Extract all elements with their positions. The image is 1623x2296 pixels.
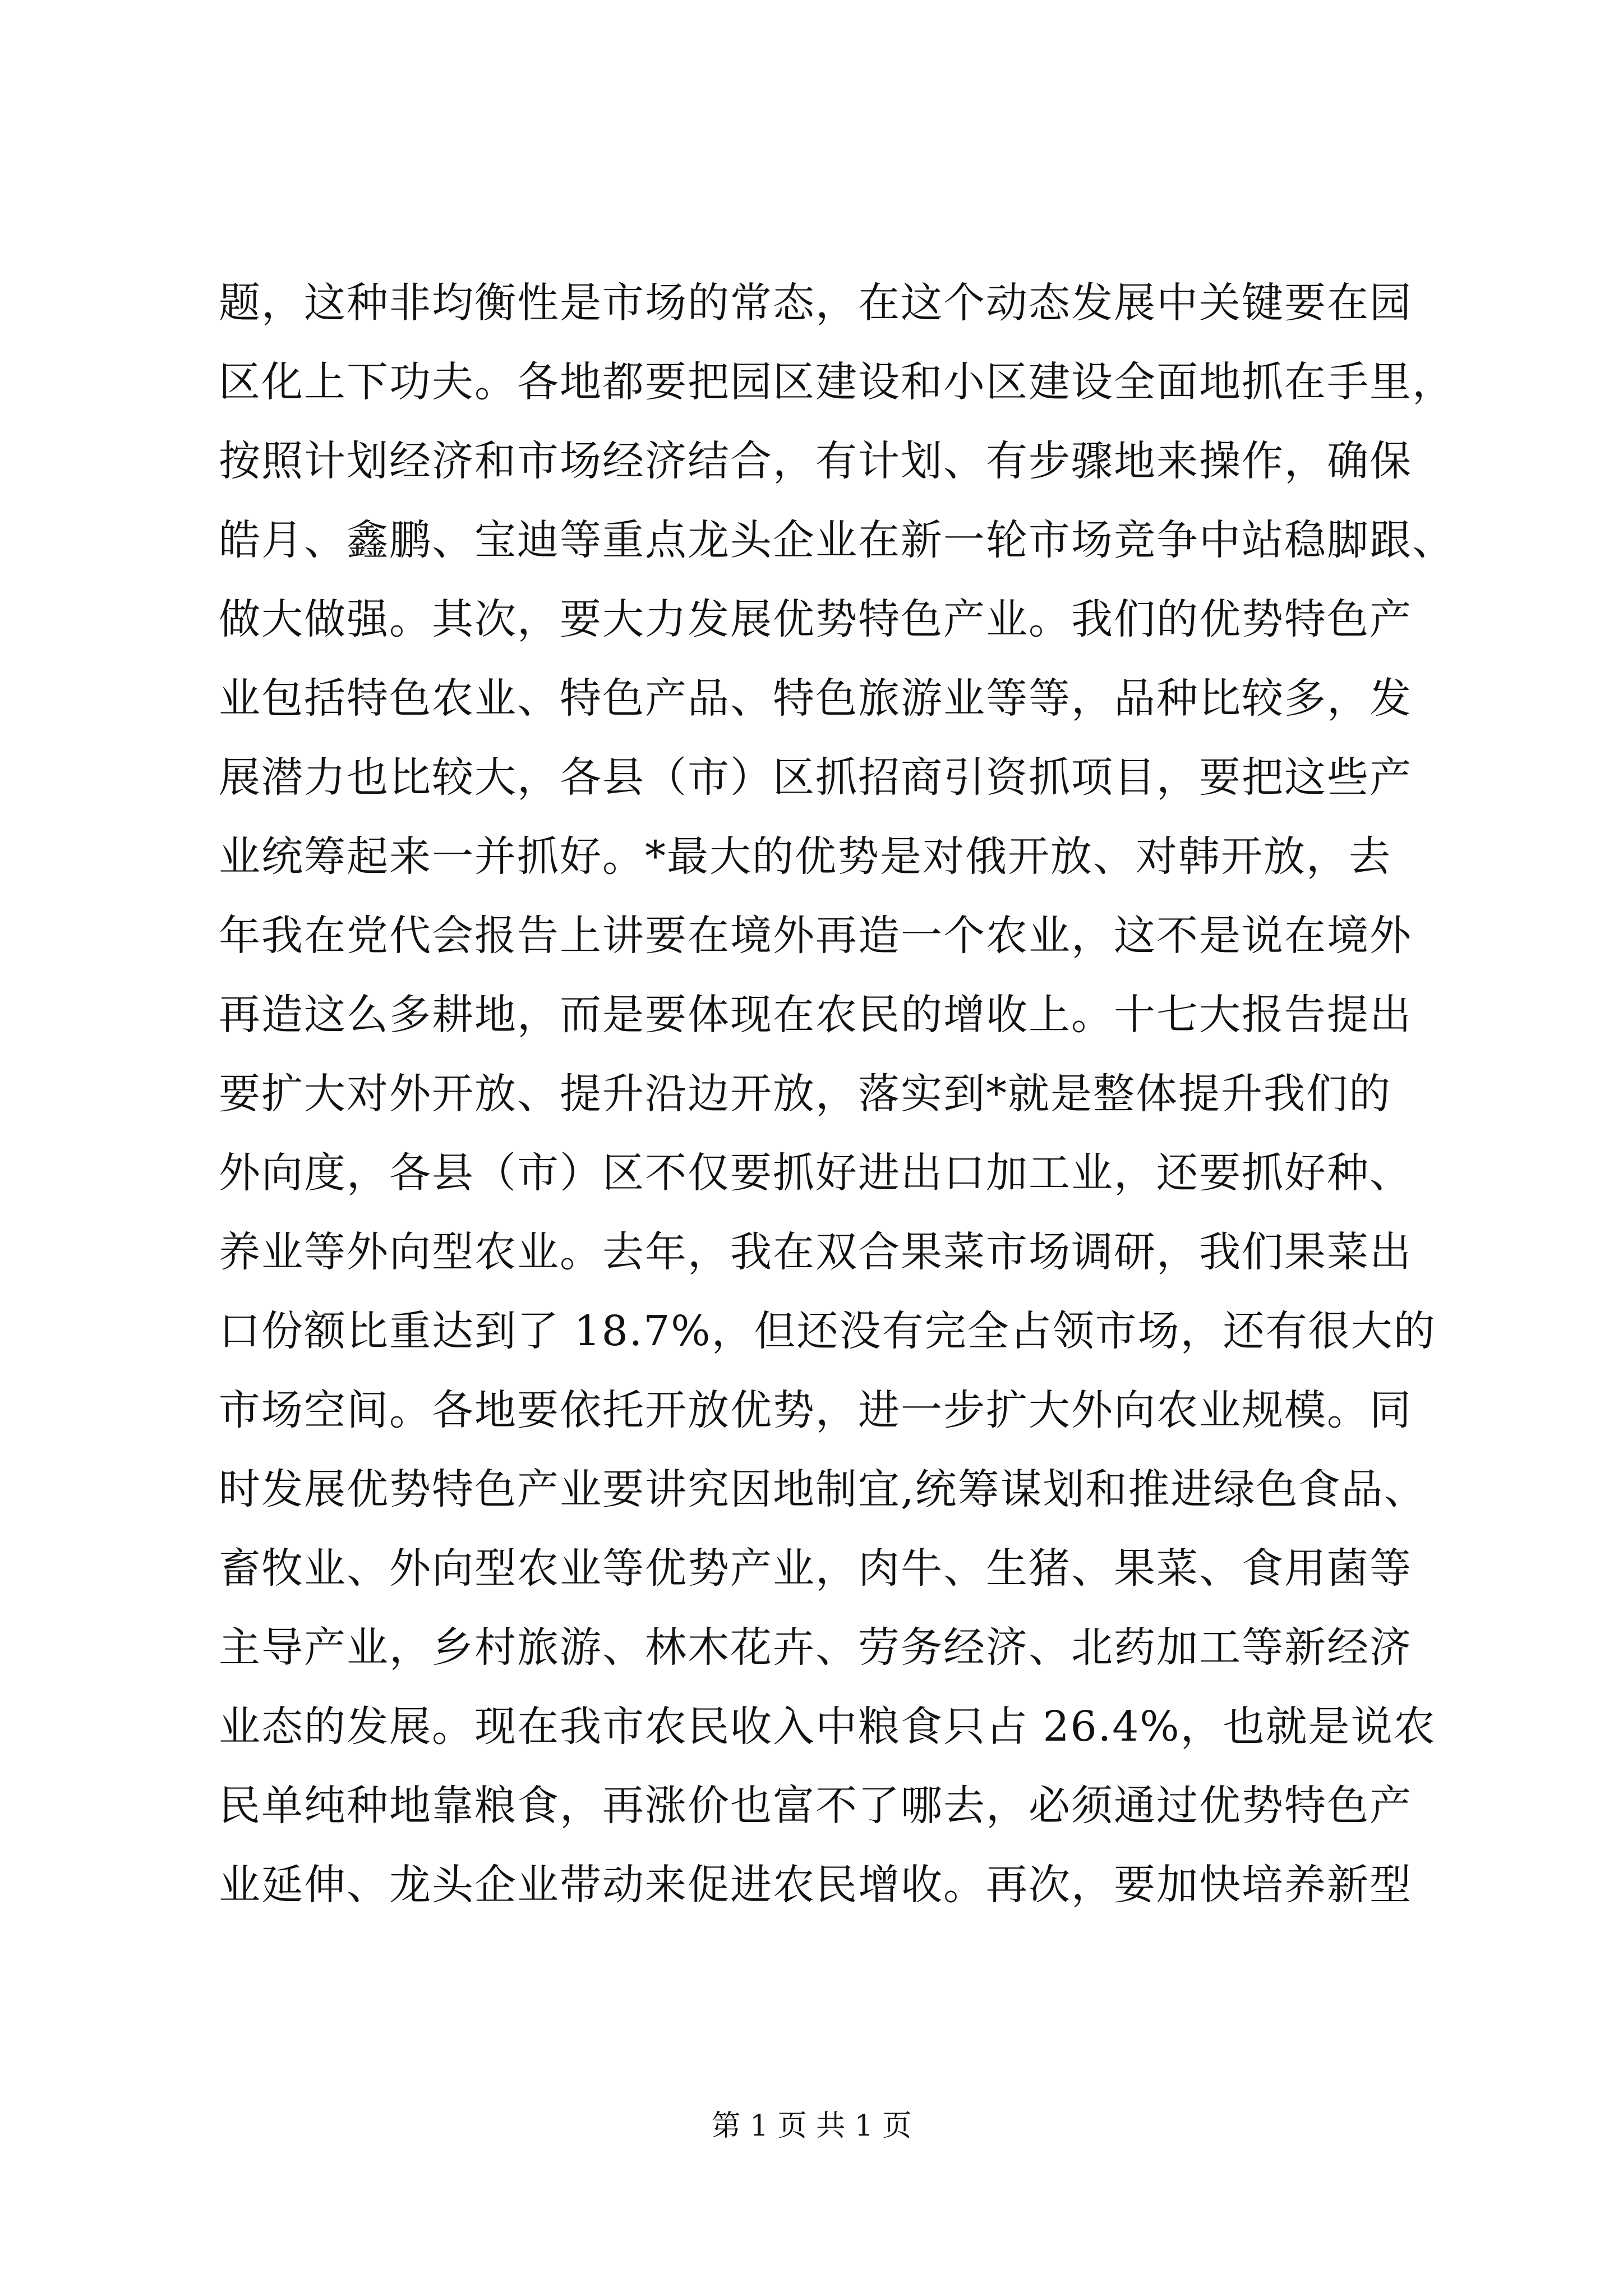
text-line: 业统筹起来一并抓好。*最大的优势是对俄开放、对韩开放，去 — [219, 832, 1391, 881]
text-line: 再造这么多耕地，而是要体现在农民的增收上。十七大报告提出 — [219, 991, 1412, 1039]
text-line: 展潜力也比较大，各县（市）区抓招商引资抓项目，要把这些产 — [219, 753, 1412, 802]
text-line: 时发展优势特色产业要讲究因地制宜,统筹谋划和推进绿色食品、 — [219, 1465, 1427, 1513]
text-line: 按照计划经济和市场经济结合，有计划、有步骤地来操作，确保 — [219, 437, 1412, 485]
text-line: 民单纯种地靠粮食，再涨价也富不了哪去，必须通过优势特色产 — [219, 1782, 1412, 1830]
page-number-label: 第 1 页 共 1 页 — [711, 2109, 912, 2143]
text-line: 市场空间。各地要依托开放优势，进一步扩大外向农业规模。同 — [219, 1386, 1412, 1434]
text-line: 年我在党代会报告上讲要在境外再造一个农业，这不是说在境外 — [219, 912, 1412, 960]
page-footer — [0, 2104, 1623, 2148]
text-line: 区化上下功夫。各地都要把园区建设和小区建设全面地抓在手里， — [219, 358, 1455, 406]
text-line: 题，这种非均衡性是市场的常态，在这个动态发展中关键要在园 — [219, 279, 1412, 327]
text-line: 业延伸、龙头企业带动来促进农民增收。再次，要加快培养新型 — [219, 1861, 1412, 1909]
text-line: 皓月、鑫鹏、宝迪等重点龙头企业在新一轮市场竞争中站稳脚跟、 — [219, 516, 1455, 564]
body-text — [219, 264, 1492, 1925]
text-line: 业态的发展。现在我市农民收入中粮食只占 26.4%，也就是说农 — [219, 1703, 1436, 1751]
text-line: 口份额比重达到了 18.7%，但还没有完全占领市场，还有很大的 — [219, 1307, 1436, 1355]
text-line: 外向度，各县（市）区不仅要抓好进出口加工业，还要抓好种、 — [219, 1149, 1412, 1197]
text-line: 畜牧业、外向型农业等优势产业，肉牛、生猪、果菜、食用菌等 — [219, 1544, 1412, 1593]
text-line: 业包括特色农业、特色产品、特色旅游业等等，品种比较多，发 — [219, 674, 1412, 723]
text-line: 主导产业，乡村旅游、林木花卉、劳务经济、北药加工等新经济 — [219, 1623, 1412, 1672]
text-line: 要扩大对外开放、提升沿边开放，落实到*就是整体提升我们的 — [219, 1070, 1391, 1118]
text-line: 养业等外向型农业。去年，我在双合果菜市场调研，我们果菜出 — [219, 1228, 1412, 1276]
text-line: 做大做强。其次，要大力发展优势特色产业。我们的优势特色产 — [219, 595, 1412, 643]
